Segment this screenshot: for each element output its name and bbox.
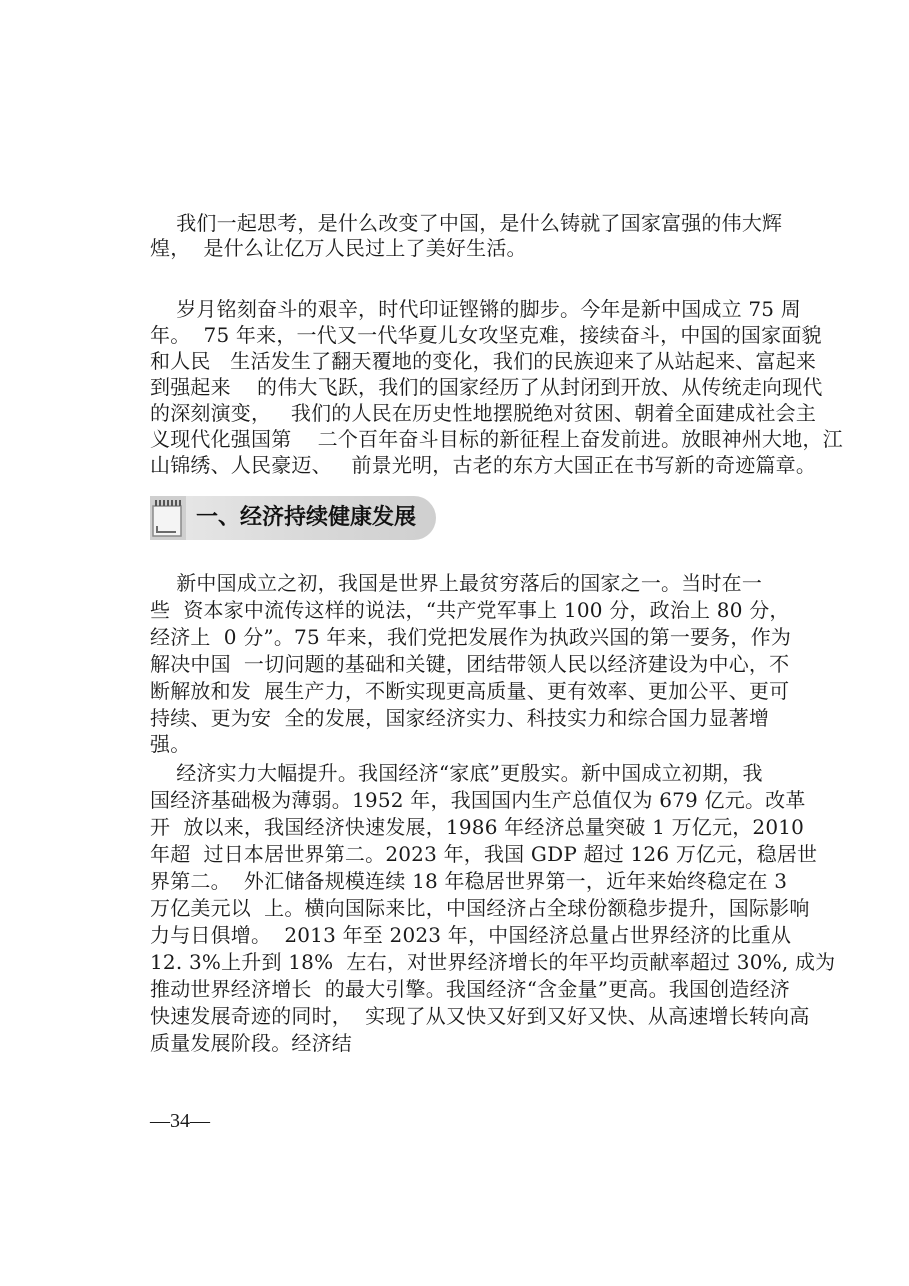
- section-heading: 一、经济持续健康发展: [196, 505, 417, 530]
- para3-line-6: 万亿美元以 上。横向国际来比，中国经济占全球份额稳步提升，国际影响: [150, 896, 810, 920]
- para3-line-7: 力与日俱增。 2013 年至 2023 年，中国经济总量占世界经济的比重从: [150, 923, 792, 947]
- para1-line-7: 山锦绣、人民豪迈、 前景光明，古老的东方大国正在书写新的奇迹篇章。: [150, 453, 817, 477]
- para3-line-5: 界第二。 外汇储备规模连续 18 年稳居世界第一，近年来始终稳定在 3: [150, 869, 788, 893]
- para1-line-1: 岁月铭刻奋斗的艰辛，时代印证铿锵的脚步。今年是新中国成立 75 周: [150, 297, 801, 321]
- notepad-icon: [150, 496, 186, 540]
- para3-line-4: 年超 过日本居世界第二。2023 年，我国 GDP 超过 126 万亿元，稳居世: [150, 842, 818, 866]
- para1-line-5: 的深刻演变， 我们的人民在历史性地摆脱绝对贫困、朝着全面建成社会主: [150, 401, 817, 425]
- para3-line-2: 国经济基础极为薄弱。1952 年，我国国内生产总值仅为 679 亿元。改革: [150, 788, 806, 812]
- para2-line-4: 解决中国 一切问题的基础和关键，团结带领人民以经济建设为中心，不: [150, 652, 790, 676]
- para3-line-11: 质量发展阶段。经济结: [150, 1031, 352, 1055]
- para2-line-1: 新中国成立之初，我国是世界上最贫穷落后的国家之一。当时在一: [150, 571, 763, 595]
- intro-line-1: 我们一起思考，是什么改变了中国，是什么铸就了国家富强的伟大辉: [150, 211, 783, 235]
- para1-line-6: 义现代化强国第 二个百年奋斗目标的新征程上奋发前进。放眼神州大地，江: [150, 427, 843, 451]
- page-number: —34—: [150, 1110, 210, 1132]
- para1-line-4: 到强起来 的伟大飞跃，我们的国家经历了从封闭到开放、从传统走向现代: [150, 375, 823, 399]
- para3-line-9: 推动世界经济增长 的最大引擎。我国经济“含金量”更高。我国创造经济: [150, 977, 790, 1001]
- para3-line-8: 12. 3%上升到 18% 左右，对世界经济增长的年平均贡献率超过 30%, 成为: [150, 950, 836, 974]
- para3-line-1: 经济实力大幅提升。我国经济“家底”更殷实。新中国成立初期，我: [150, 761, 763, 785]
- para2-line-7: 强。: [150, 732, 191, 756]
- para2-line-3: 经济上 0 分”。75 年来，我们党把发展作为执政兴国的第一要务，作为: [150, 625, 792, 649]
- para2-line-5: 断解放和发 展生产力，不断实现更高质量、更有效率、更加公平、更可: [150, 679, 790, 703]
- para1-line-2: 年。 75 年来，一代又一代华夏儿女攻坚克难，接续奋斗，中国的国家面貌: [150, 323, 822, 347]
- para2-line-2: 些 资本家中流传这样的说法，“共产党军事上 100 分，政治上 80 分，: [150, 598, 790, 622]
- para1-line-3: 和人民 生活发生了翻天覆地的变化，我们的民族迎来了从站起来、富起来: [150, 349, 817, 373]
- para3-line-3: 开 放以来，我国经济快速发展，1986 年经济总量突破 1 万亿元，2010: [150, 815, 805, 839]
- intro-line-2: 煌， 是什么让亿万人民过上了美好生活。: [150, 236, 527, 260]
- para3-line-10: 快速发展奇迹的同时， 实现了从又快又好到又好又快、从高速增长转向高: [150, 1004, 810, 1028]
- para2-line-6: 持续、更为安 全的发展，国家经济实力、科技实力和综合国力显著增: [150, 706, 770, 730]
